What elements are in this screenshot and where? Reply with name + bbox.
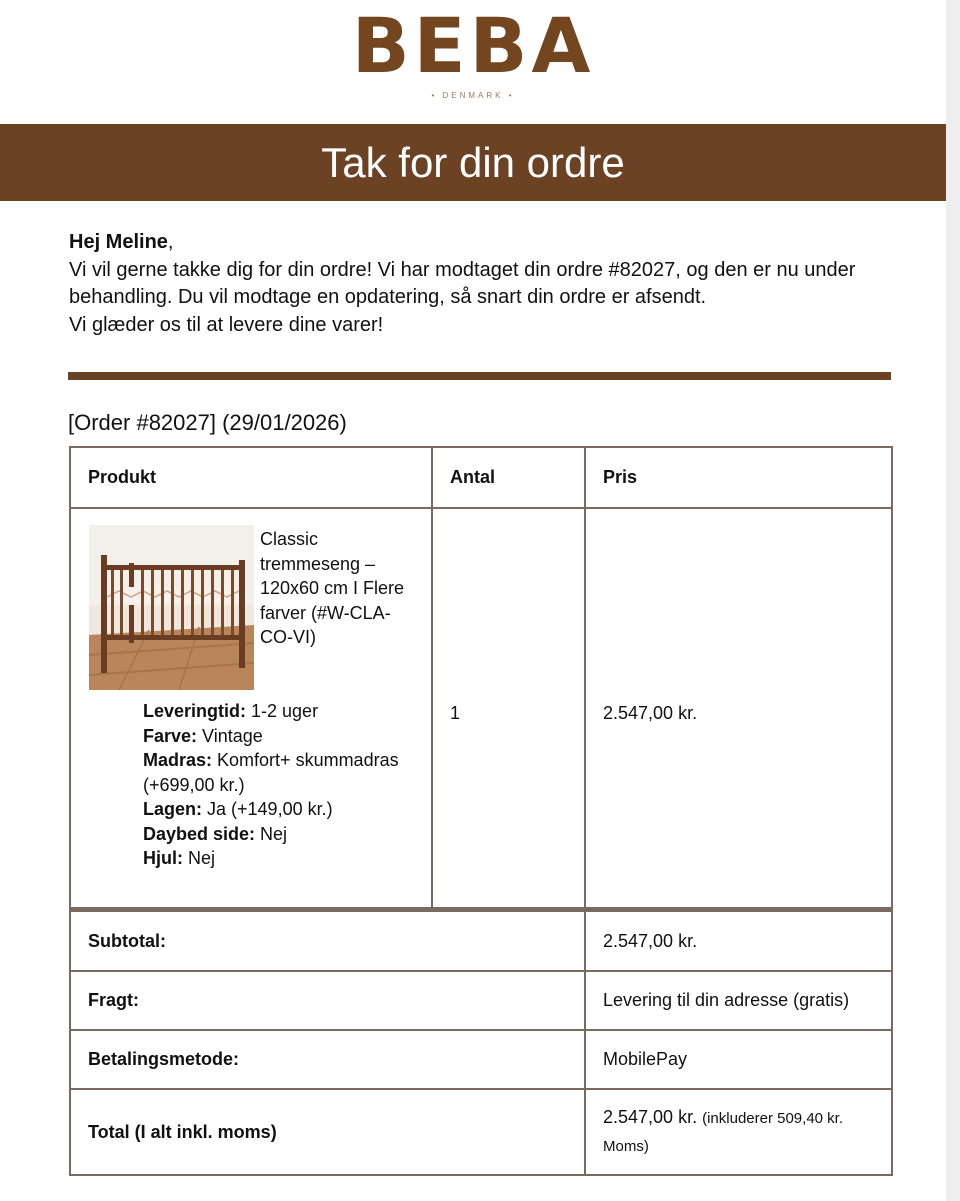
total-label: Total (I alt inkl. moms) <box>70 1089 585 1175</box>
thank-you-banner <box>0 124 946 201</box>
table-header-row <box>70 447 892 508</box>
beba-logo: BEBA <box>351 1 595 90</box>
product-attributes <box>71 699 431 871</box>
attr-wheels <box>143 846 431 871</box>
product-name[interactable]: Classic tremmeseng – 120x60 cm I Flere farver (#W-CLA-CO-VI) <box>260 529 405 647</box>
total-value-cell <box>585 1089 892 1175</box>
attr-daybed-side <box>143 822 431 847</box>
banner-title: Tak for din ordre <box>321 139 625 186</box>
logo-subtitle: • DENMARK • <box>431 91 515 100</box>
crib-photo-illustration <box>89 525 254 690</box>
attr-value: 1-2 uger <box>246 701 319 721</box>
total-amount: 2.547,00 kr. <box>603 1107 698 1127</box>
product-image[interactable] <box>89 525 254 690</box>
payment-method-label: Betalingsmetode: <box>70 1030 585 1089</box>
subtotal-label: Subtotal: <box>70 910 585 971</box>
intro-line-2: Vi glæder os til at levere dine varer! <box>69 313 384 336</box>
order-heading: [Order #82027] (29/01/2026) <box>68 410 347 435</box>
summary-row-shipping <box>70 971 892 1030</box>
order-summary-table <box>69 908 893 1176</box>
section-divider <box>68 372 891 380</box>
greeting-name: Hej Meline <box>69 231 168 253</box>
attr-delivery-time <box>143 699 431 724</box>
column-header-product: Produkt <box>70 447 432 508</box>
summary-row-subtotal <box>70 910 892 971</box>
attr-value: Ja (+149,00 kr.) <box>202 799 333 819</box>
order-items-table <box>69 446 893 909</box>
total-tax-note: (inkluderer 509,40 kr. Moms) <box>603 1110 844 1155</box>
greeting-comma: , <box>167 231 174 253</box>
scrollbar-track[interactable] <box>946 0 960 1201</box>
brand-header <box>0 0 946 124</box>
payment-method-value: MobilePay <box>585 1030 892 1089</box>
column-header-quantity: Antal <box>432 447 585 508</box>
attr-label: Lagen: <box>143 799 203 819</box>
quantity-cell: 1 <box>432 508 585 908</box>
price-cell: 2.547,00 kr. <box>585 508 892 908</box>
attr-value: Nej <box>183 848 216 868</box>
product-cell <box>70 508 432 908</box>
subtotal-value: 2.547,00 kr. <box>585 910 892 971</box>
attr-color <box>143 724 431 749</box>
column-header-price: Pris <box>585 447 892 508</box>
attr-label: Hjul: <box>143 848 183 868</box>
intro-message <box>69 229 909 339</box>
attr-mattress <box>143 748 431 797</box>
attr-value: Vintage <box>197 725 263 746</box>
table-row <box>70 508 892 908</box>
attr-sheet <box>143 797 431 822</box>
attr-label: Madras: <box>143 750 213 770</box>
attr-value: Nej <box>255 823 288 844</box>
shipping-label: Fragt: <box>70 971 585 1030</box>
summary-row-payment <box>70 1030 892 1089</box>
greeting <box>69 229 909 257</box>
attr-label: Farve: <box>143 725 198 746</box>
attr-label: Leveringtid: <box>143 701 247 721</box>
shipping-value: Levering til din adresse (gratis) <box>585 971 892 1030</box>
attr-label: Daybed side: <box>143 823 256 844</box>
summary-row-total <box>70 1089 892 1175</box>
attr-value: Komfort+ skummadras (+699,00 kr.) <box>143 750 399 795</box>
intro-line-1: Vi vil gerne takke dig for din ordre! Vi har modtaget din ordre #82027, og den er nu under behandling. Du vil modtage en opdatering, så snart din ordre er afsendt. <box>69 258 856 308</box>
